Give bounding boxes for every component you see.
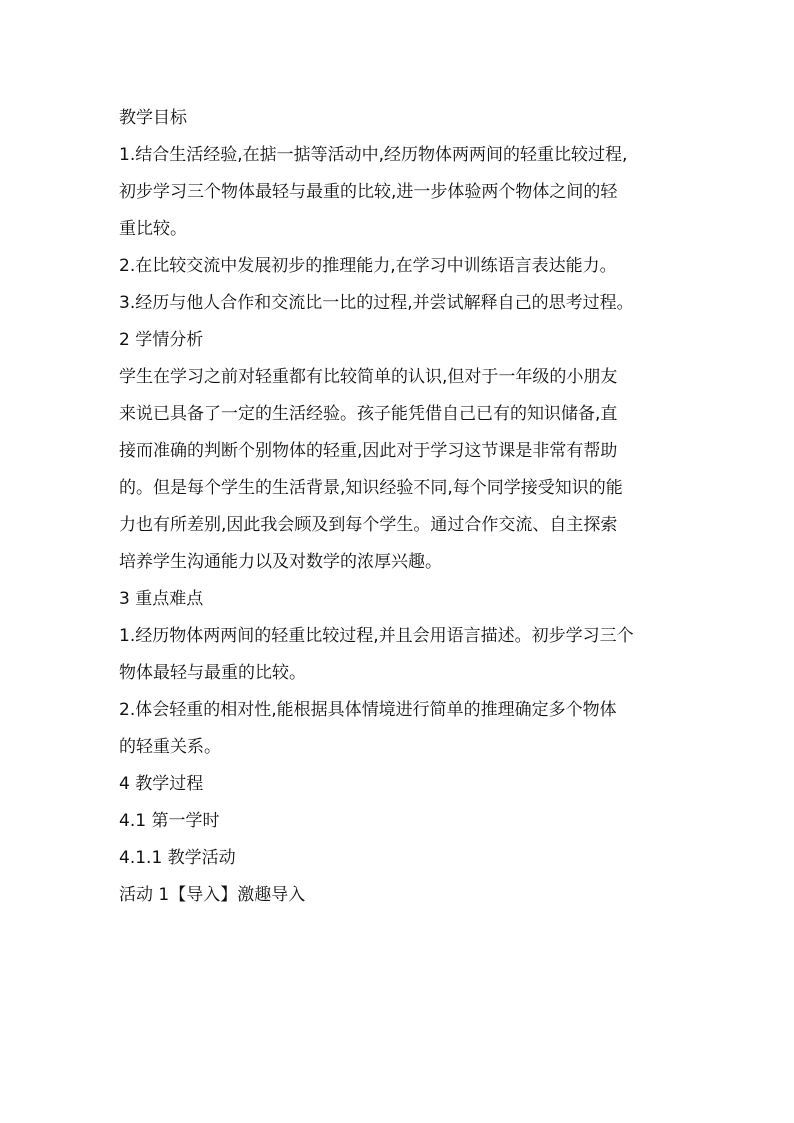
learner-analysis-line-6: 培养学生沟通能力以及对数学的浓厚兴趣。 xyxy=(119,552,442,572)
learner-analysis-line-2: 来说已具备了一定的生活经验。孩子能凭借自己已有的知识储备,直 xyxy=(119,404,618,424)
section-heading-teaching-process: 4 教学过程 xyxy=(119,774,204,794)
key-point-1-line-2: 物体最轻与最重的比较。 xyxy=(119,663,306,683)
goal-1-line-1: 1.结合生活经验,在掂一掂等活动中,经历物体两两间的轻重比较过程, xyxy=(119,145,628,165)
goal-2: 2.在比较交流中发展初步的推理能力,在学习中训练语言表达能力。 xyxy=(119,256,617,276)
document-body xyxy=(119,100,681,914)
key-point-1-line-1: 1.经历物体两两间的轻重比较过程,并且会用语言描述。初步学习三个 xyxy=(119,626,634,646)
learner-analysis-line-3: 接而准确的判断个别物体的轻重,因此对于学习这节课是非常有帮助 xyxy=(119,441,618,461)
goal-1-line-2: 初步学习三个物体最轻与最重的比较,进一步体验两个物体之间的轻 xyxy=(119,182,618,202)
section-heading-key-points: 3 重点难点 xyxy=(119,589,204,609)
section-heading-teaching-goals: 教学目标 xyxy=(119,108,187,128)
subsection-heading-first-lesson: 4.1 第一学时 xyxy=(119,811,220,831)
subsection-heading-teaching-activities: 4.1.1 教学活动 xyxy=(119,848,236,868)
learner-analysis-line-1: 学生在学习之前对轻重都有比较简单的认识,但对于一年级的小朋友 xyxy=(119,367,618,387)
goal-3: 3.经历与他人合作和交流比一比的过程,并尝试解释自己的思考过程。 xyxy=(119,293,634,313)
key-point-2-line-1: 2.体会轻重的相对性,能根据具体情境进行简单的推理确定多个物体 xyxy=(119,700,617,720)
learner-analysis-line-4: 的。但是每个学生的生活背景,知识经验不同,每个同学接受知识的能 xyxy=(119,478,623,498)
activity-1-heading: 活动 1【导入】激趣导入 xyxy=(119,885,306,905)
key-point-2-line-2: 的轻重关系。 xyxy=(119,737,221,757)
goal-1-line-3: 重比较。 xyxy=(119,219,187,239)
section-heading-learner-analysis: 2 学情分析 xyxy=(119,330,204,350)
learner-analysis-line-5: 力也有所差别,因此我会顾及到每个学生。通过合作交流、自主探索 xyxy=(119,515,618,535)
